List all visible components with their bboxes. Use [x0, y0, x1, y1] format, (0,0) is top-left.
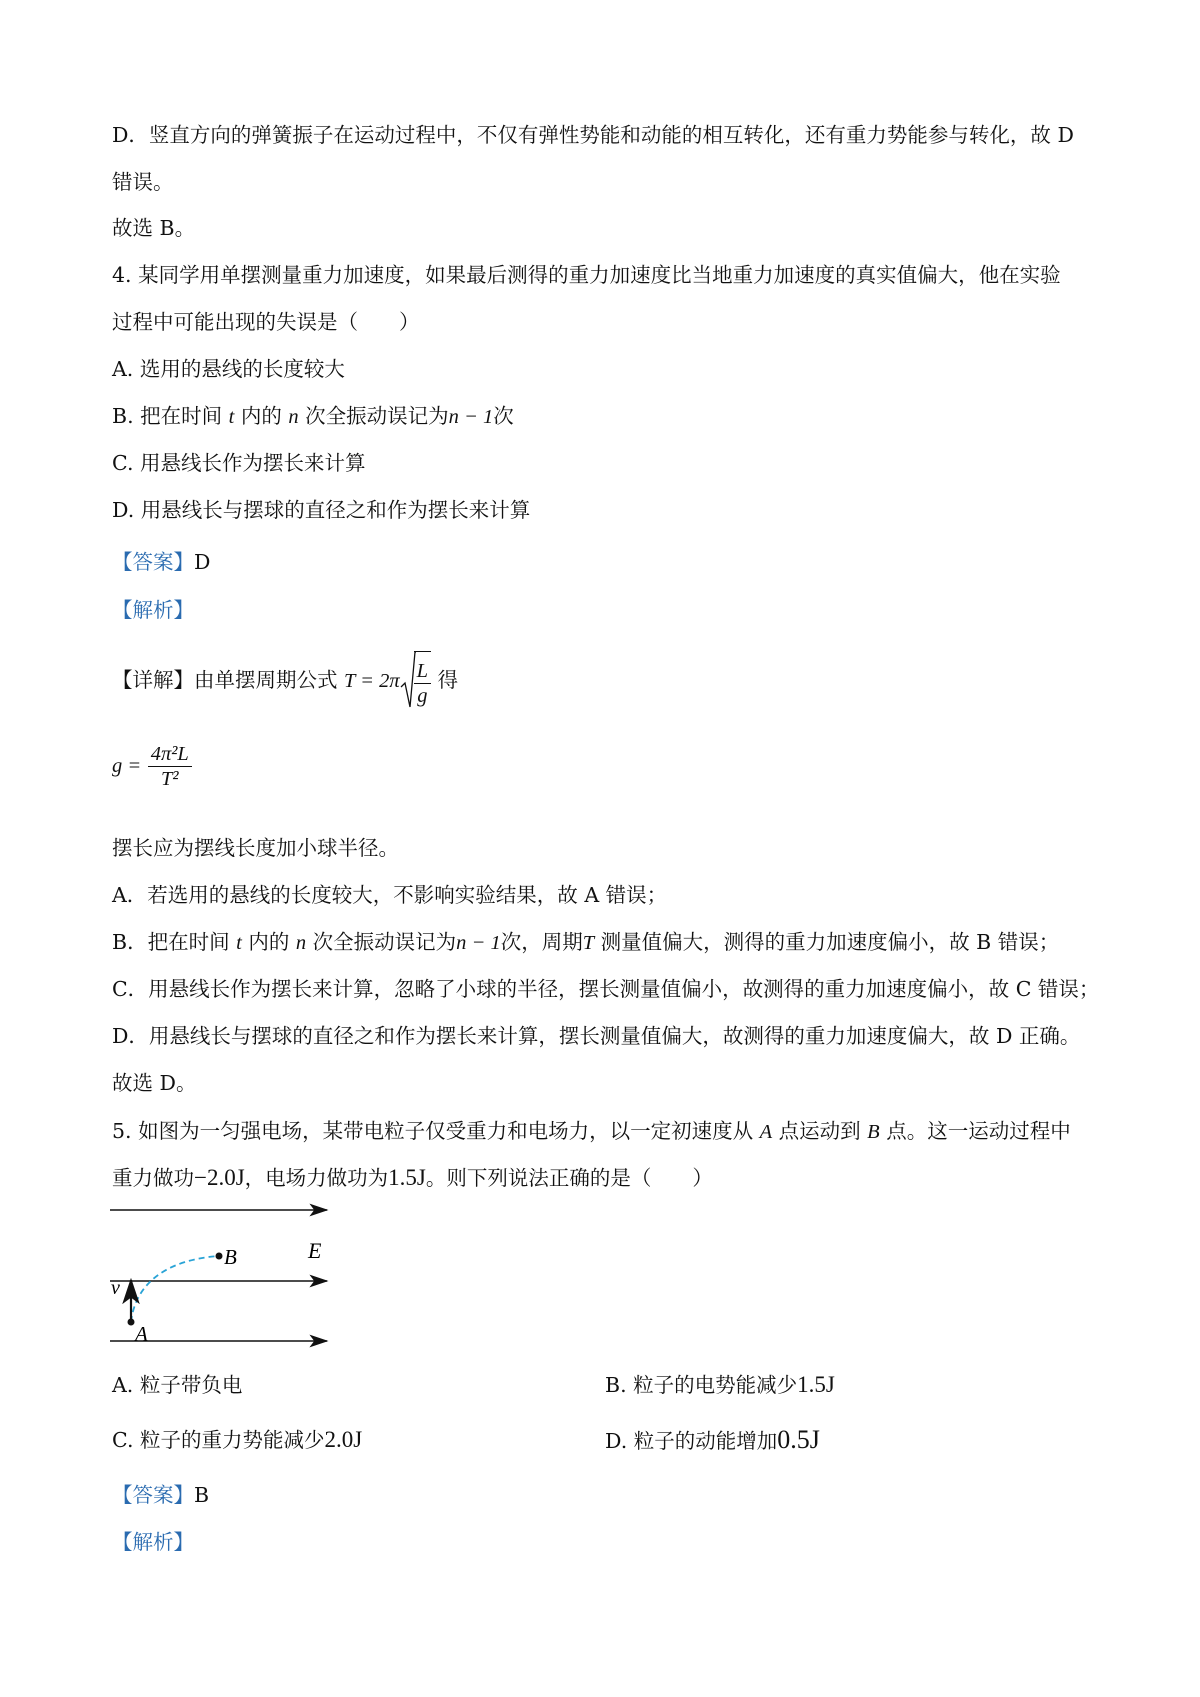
q5-stem-line2: [112, 1163, 1100, 1193]
q5-stem-text4: 重力做功: [112, 1166, 194, 1190]
q4-expl-b-n: n: [295, 932, 307, 954]
particle-trajectory: [131, 1256, 219, 1322]
q5-analysis: [112, 1527, 1100, 1557]
q4-expl-b-text4: 次，周期: [500, 930, 583, 954]
q5-option-c-value: 2.0J: [324, 1427, 363, 1452]
q5-option-d-value: 0.5J: [777, 1425, 820, 1454]
q4-expl-b-text5: 测量值偏大，测得的重力加速度偏小，故 B 错误；: [594, 930, 1060, 954]
q5-stem-A: A: [759, 1121, 773, 1143]
q4-formula-t-den: g: [417, 685, 428, 707]
q4-analysis-label: 【解析】: [112, 598, 194, 622]
q4-option-b-text4: 次: [493, 404, 514, 428]
q4-conclusion: 故选 D。: [112, 1071, 197, 1095]
q4-explanation-c: C．用悬线长作为摆长来计算，忽略了小球的半径，摆长测量值偏小，故测得的重力加速度偏小，故 C 错误；: [112, 977, 1100, 1001]
point-b-dot: [216, 1253, 223, 1260]
q4-formula-g-lhs: g =: [112, 755, 142, 777]
q5-option-d: [605, 1425, 820, 1456]
q5-option-d-text: D. 粒子的动能增加: [605, 1429, 778, 1453]
q4-expl-b-t: t: [236, 932, 242, 954]
q5-stem-text3: 点。这一运动过程中: [879, 1119, 1071, 1143]
q4-detail-after: 得: [437, 668, 459, 692]
q5-stem-text5: ，电场力做功为: [244, 1166, 389, 1190]
q5-options-row2: [112, 1425, 1100, 1455]
q5-stem-B: B: [867, 1121, 880, 1143]
q4-explanation-a: A．若选用的悬线的长度较大，不影响实验结果，故 A 错误；: [112, 883, 668, 907]
q4-formula-g-num: 4π²L: [148, 742, 192, 767]
q5-answer-value: B: [194, 1483, 210, 1507]
q4-stem-line2: 过程中可能出现的失误是（ ）: [112, 310, 420, 334]
q4-expl-b-T: T: [582, 932, 595, 954]
q3-option-d-explanation-line1: D．竖直方向的弹簧振子在运动过程中，不仅有弹性势能和动能的相互转化，还有重力势能参与转化，故 D: [112, 123, 1074, 147]
q5-option-b-value: 1.5J: [797, 1372, 835, 1397]
q4-detail-text: 由单摆周期公式: [194, 668, 338, 692]
q3-option-d-explanation-line2: 错误。: [112, 170, 174, 194]
q4-formula-g-frac: [148, 742, 192, 791]
point-b-label: B: [224, 1245, 237, 1269]
velocity-label: v: [111, 1277, 120, 1299]
q4-option-b-text3: 次全振动误记为: [298, 404, 449, 428]
q4-option-b-n: n: [288, 406, 299, 428]
q5-option-c: [112, 1428, 362, 1452]
field-e-label: E: [308, 1238, 322, 1263]
q4-detail: [112, 650, 1100, 710]
q4-expl-b-text2: 内的: [241, 930, 296, 954]
q5-stem-text1: 5. 如图为一匀强电场，某带电粒子仅受重力和电场力，以一定初速度从: [112, 1119, 760, 1143]
q5-analysis-tag: 【解析】: [112, 1530, 194, 1554]
q4-answer-value: D: [194, 550, 211, 574]
q5-option-a: A. 粒子带负电: [112, 1373, 243, 1397]
q4-expl-b-formula: n − 1: [456, 932, 501, 954]
q5-answer: [112, 1480, 1100, 1510]
q4-explanation-d: D．用悬线长与摆球的直径之和作为摆长来计算，摆长测量值偏大，故测得的重力加速度偏大，故 D 正确。: [112, 1024, 1081, 1048]
electric-field-figure: [105, 1198, 345, 1348]
q4-formula-t-lhs: T = 2π: [344, 670, 400, 692]
q4-option-b-text2: 内的: [234, 404, 289, 428]
q4-formula-g: [112, 735, 1100, 795]
q4-formula-g-den: T²: [161, 768, 179, 790]
q5-electric-work: 1.5J: [388, 1165, 426, 1190]
q4-detail-tag: 【详解】: [112, 668, 194, 692]
q4-expl-b-text1: B．把在时间: [112, 930, 237, 954]
q5-stem-line1: [112, 1116, 1100, 1147]
q5-option-b: [605, 1370, 835, 1400]
q5-answer-tag: 【答案】: [112, 1483, 194, 1507]
q4-option-c: C. 用悬线长作为摆长来计算: [112, 451, 366, 475]
q4-option-d: D. 用悬线长与摆球的直径之和作为摆长来计算: [112, 498, 531, 522]
q4-explanation-b: [112, 927, 1100, 958]
q4-analysis-tag: [112, 595, 1100, 625]
q4-option-b: [112, 401, 1100, 432]
q5-options-row1: [112, 1370, 1100, 1400]
q4-formula-t-num: L: [414, 659, 431, 684]
point-a-label: A: [135, 1322, 148, 1346]
q4-answer-tag: 【答案】: [112, 550, 194, 574]
q4-note: 摆长应为摆线长度加小球半径。: [112, 836, 399, 860]
q4-formula-sqrt: [400, 651, 431, 712]
q4-option-a: A. 选用的悬线的长度较大: [112, 357, 345, 381]
q4-stem-line1: 4. 某同学用单摆测量重力加速度，如果最后测得的重力加速度比当地重力加速度的真实值偏大，他在实验: [112, 263, 1061, 287]
q4-expl-b-text3: 次全振动误记为: [306, 930, 457, 954]
q5-stem-text6: 。则下列说法正确的是（ ）: [425, 1166, 713, 1190]
q5-option-b-text: B. 粒子的电势能减少: [605, 1373, 798, 1397]
q5-option-c-text: C. 粒子的重力势能减少: [112, 1428, 325, 1452]
q4-answer: [112, 547, 1100, 577]
q5-stem-text2: 点运动到: [772, 1119, 868, 1143]
q3-conclusion: 故选 B。: [112, 216, 196, 240]
q4-option-b-formula: n − 1: [448, 406, 494, 428]
q5-gravity-work: −2.0J: [194, 1165, 245, 1190]
sqrt-sign-icon: [400, 651, 416, 709]
q4-option-b-t: t: [228, 406, 235, 428]
q4-option-b-text1: B. 把在时间: [112, 404, 229, 428]
point-a-dot: [128, 1319, 135, 1326]
